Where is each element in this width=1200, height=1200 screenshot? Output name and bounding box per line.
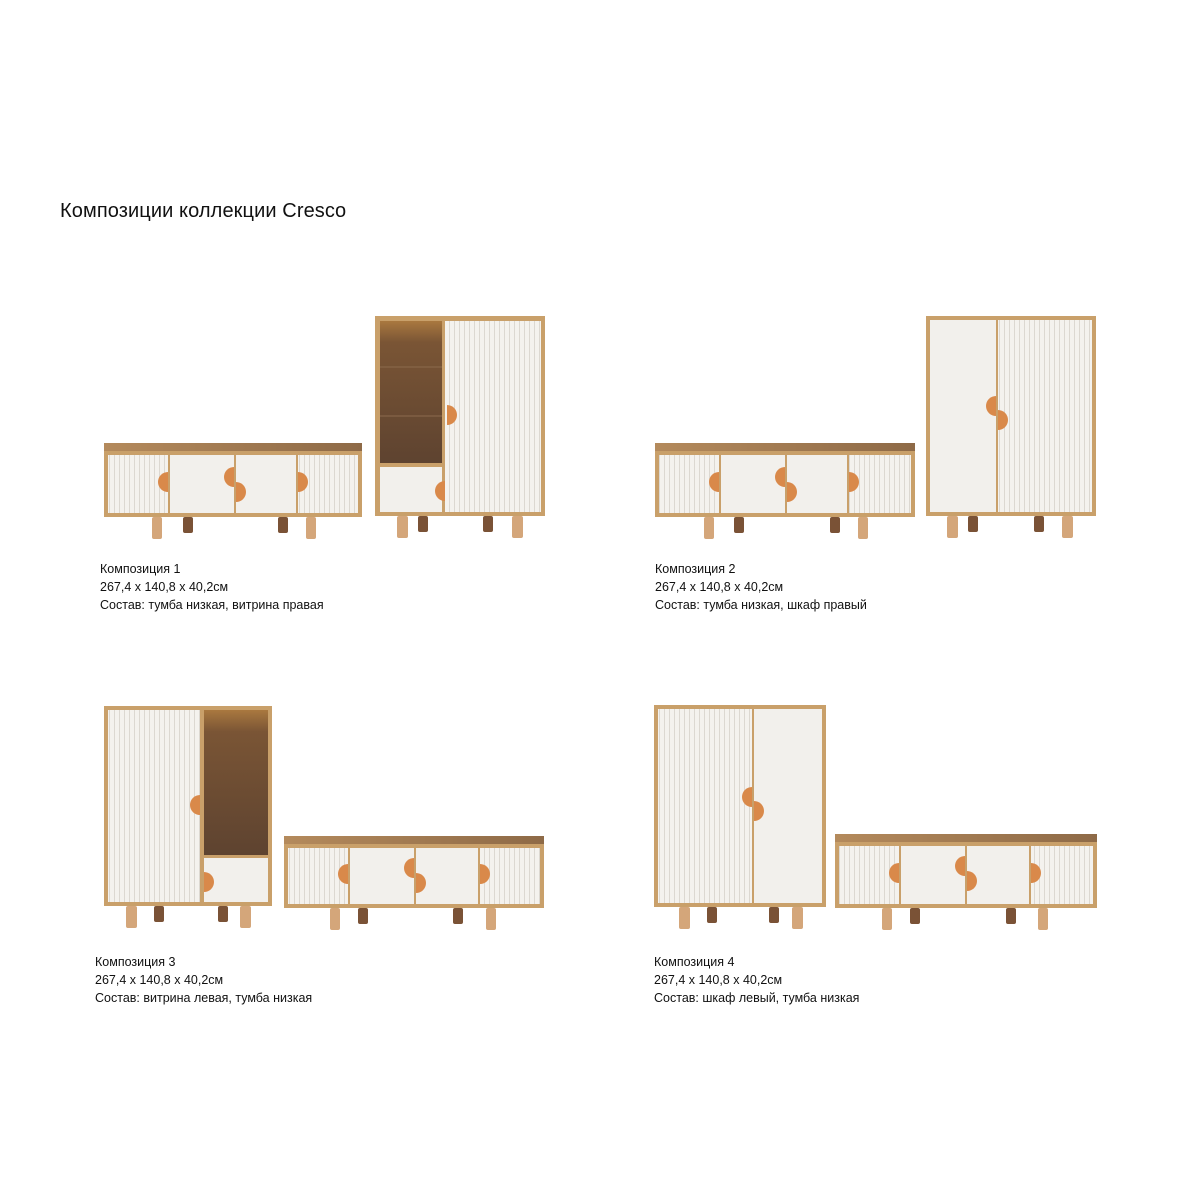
composition-name: Композиция 1: [100, 562, 181, 576]
composition-3-caption: [95, 953, 312, 1007]
composition-contents: Состав: витрина левая, тумба низкая: [95, 991, 313, 1005]
composition-contents: Состав: шкаф левый, тумба низкая: [654, 991, 860, 1005]
composition-name: Композиция 2: [655, 562, 736, 576]
composition-dimensions: 267,4 x 140,8 x 40,2см: [95, 973, 224, 987]
vitrine-right-1: [375, 316, 545, 538]
composition-3-illustration: [104, 706, 544, 930]
composition-2-caption: [655, 560, 867, 614]
composition-2-illustration: [655, 316, 1096, 539]
low-cabinet-3: [284, 836, 544, 930]
composition-contents: Состав: тумба низкая, витрина правая: [100, 598, 324, 612]
wardrobe-right-2: [926, 316, 1096, 538]
composition-1-illustration: [104, 316, 545, 539]
composition-dimensions: 267,4 x 140,8 x 40,2см: [654, 973, 783, 987]
composition-dimensions: 267,4 x 140,8 x 40,2см: [100, 580, 229, 594]
wardrobe-left-4: [654, 705, 826, 929]
page-title: Композиции коллекции Cresco: [60, 200, 347, 222]
composition-name: Композиция 4: [654, 955, 735, 969]
composition-contents: Состав: тумба низкая, шкаф правый: [655, 598, 867, 612]
low-cabinet-1: [104, 443, 362, 539]
vitrine-left-3: [104, 706, 272, 928]
composition-1-caption: [100, 560, 324, 614]
composition-dimensions: 267,4 x 140,8 x 40,2см: [655, 580, 784, 594]
low-cabinet-2: [655, 443, 915, 539]
composition-name: Композиция 3: [95, 955, 176, 969]
low-cabinet-4: [835, 834, 1097, 930]
composition-4-caption: [654, 953, 859, 1007]
composition-4-illustration: [654, 705, 1097, 930]
